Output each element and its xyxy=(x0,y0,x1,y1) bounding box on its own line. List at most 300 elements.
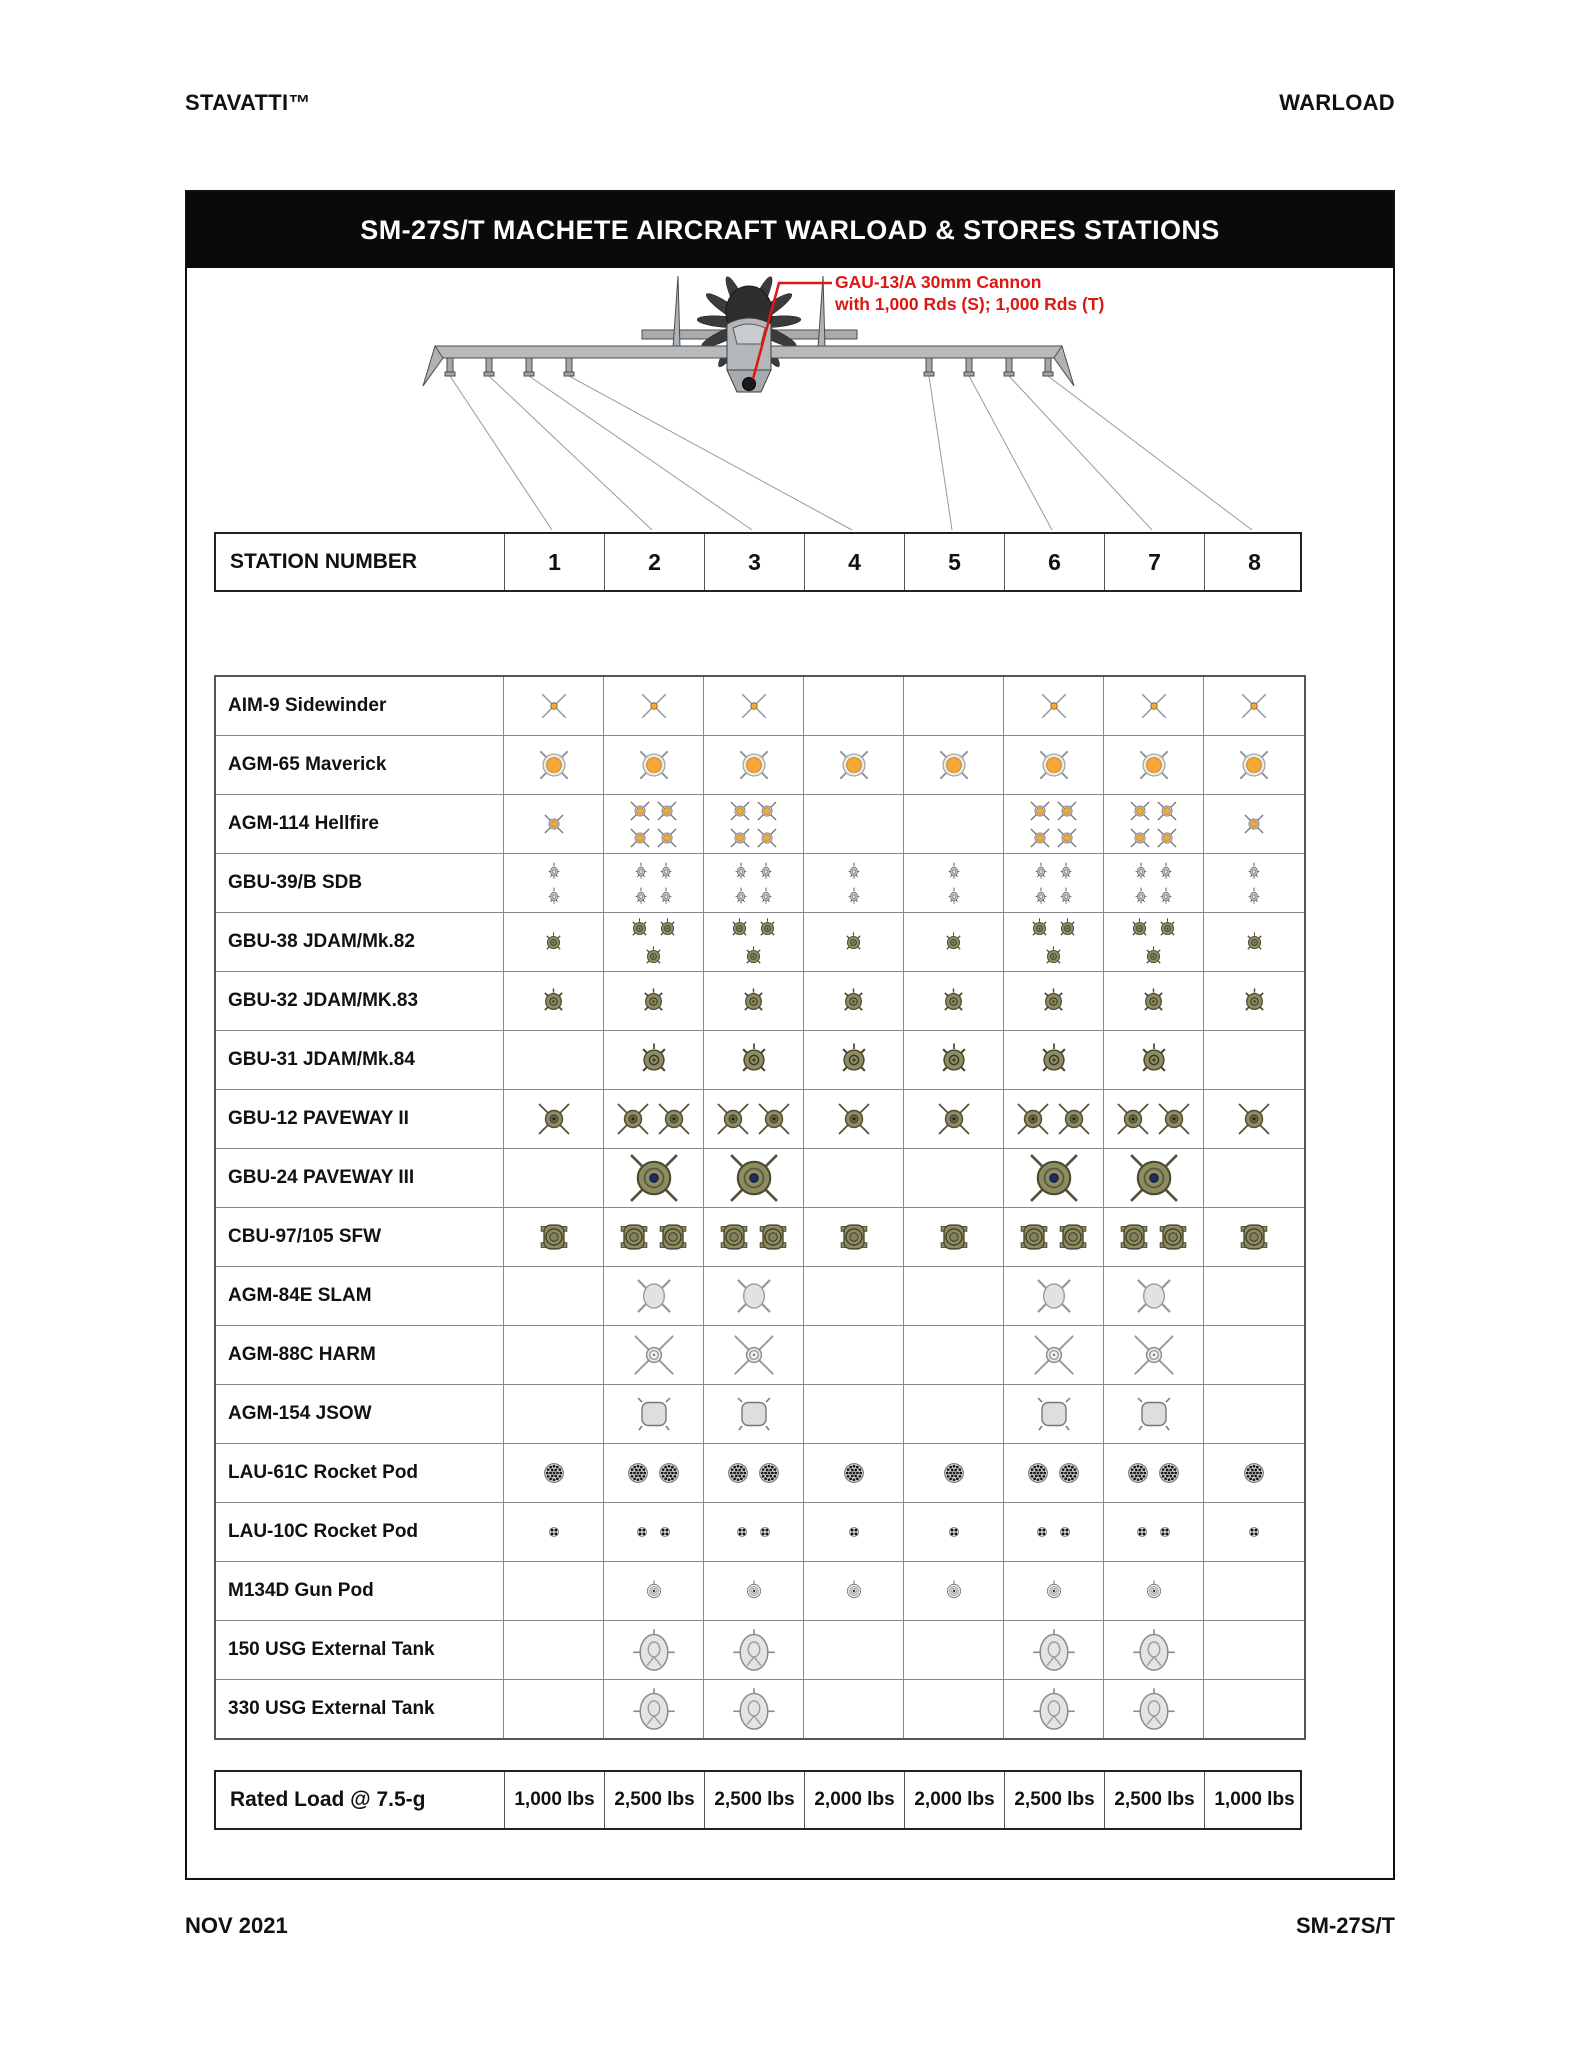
hellfire-icon xyxy=(1127,825,1153,851)
station-cell xyxy=(1004,1208,1104,1266)
store-icon-cluster xyxy=(1113,1099,1194,1139)
document-footer-date: NOV 2021 xyxy=(185,1913,288,1938)
lau61-icon xyxy=(1154,1458,1184,1488)
station-cell xyxy=(604,1503,704,1561)
station-cell xyxy=(504,736,604,794)
station-cell xyxy=(504,1621,604,1679)
weapon-row-label: LAU-61C Rocket Pod xyxy=(216,1444,504,1502)
tank-icon xyxy=(1131,1686,1177,1732)
right-vertical-fin xyxy=(818,276,825,348)
station-cell xyxy=(504,1444,604,1502)
store-icon-cluster xyxy=(834,1099,874,1139)
slam-icon xyxy=(731,1273,777,1319)
aim9-icon xyxy=(536,688,572,724)
agm65-icon xyxy=(1133,744,1175,786)
store-icon-cluster xyxy=(1241,811,1267,837)
lau61-icon xyxy=(1123,1458,1153,1488)
station-cell xyxy=(604,677,704,735)
store-icon-cluster xyxy=(713,1099,794,1139)
panel-title: SM-27S/T MACHETE AIRCRAFT WARLOAD & STORES STATIONS xyxy=(187,192,1393,268)
harm-icon xyxy=(730,1331,778,1379)
store-icon-cluster xyxy=(734,1394,774,1434)
station-cell xyxy=(1104,913,1204,971)
station-cell xyxy=(704,736,804,794)
jdam-icon xyxy=(536,984,571,1019)
store-icon-cluster xyxy=(629,859,679,908)
paveway2-icon xyxy=(1054,1099,1094,1139)
sdb-icon xyxy=(842,859,866,883)
store-icon-cluster xyxy=(1136,984,1171,1019)
station-cell xyxy=(904,1444,1004,1502)
store-icon-cluster xyxy=(736,984,771,1019)
store-icon-cluster xyxy=(832,1038,876,1082)
jdam-icon xyxy=(940,929,967,956)
station-cell xyxy=(1004,1326,1104,1384)
store-icon-cluster xyxy=(1126,915,1182,970)
cannon-callout xyxy=(835,271,1104,315)
sdb-icon xyxy=(1242,884,1266,908)
station-cell xyxy=(604,854,704,912)
store-icon-cluster xyxy=(940,1577,968,1605)
station-cell xyxy=(1204,1031,1304,1089)
station-cell xyxy=(1204,795,1304,853)
station-cell xyxy=(904,1031,1004,1089)
store-icon-cluster xyxy=(936,984,971,1019)
store-icon-cluster xyxy=(1123,1458,1184,1488)
station-cell xyxy=(1204,1562,1304,1620)
station-cell xyxy=(704,913,804,971)
store-icon-cluster xyxy=(932,1038,976,1082)
weapon-row xyxy=(216,1030,1304,1089)
station-cell xyxy=(604,913,704,971)
rated-load-table xyxy=(214,1770,1302,1830)
tank-icon xyxy=(1131,1627,1177,1673)
station-cell xyxy=(804,1503,904,1561)
slam-icon xyxy=(1131,1273,1177,1319)
sdb-icon xyxy=(1029,884,1053,908)
store-icon-cluster xyxy=(840,929,867,956)
store-icon-cluster xyxy=(1129,859,1179,908)
station-cell xyxy=(1104,972,1204,1030)
cbu-icon xyxy=(1054,1218,1092,1256)
store-icon-cluster xyxy=(1234,1099,1274,1139)
station-cell xyxy=(504,972,604,1030)
station-cell xyxy=(704,1621,804,1679)
station-number: 7 xyxy=(1104,534,1204,590)
weapon-row-label: 150 USG External Tank xyxy=(216,1621,504,1679)
weapon-row xyxy=(216,735,1304,794)
store-icon-cluster xyxy=(1031,1627,1077,1673)
station-cell xyxy=(504,1031,604,1089)
store-icon-cluster xyxy=(1040,1577,1068,1605)
weapon-row xyxy=(216,1089,1304,1148)
station-cell xyxy=(1204,1149,1304,1207)
station-cell xyxy=(804,1090,904,1148)
station-cell xyxy=(904,736,1004,794)
station-cell xyxy=(1004,1385,1104,1443)
station-number-label: STATION NUMBER xyxy=(230,550,418,573)
cbu-icon xyxy=(935,1218,973,1256)
station-cell xyxy=(904,854,1004,912)
sdb-icon xyxy=(654,884,678,908)
store-icon-cluster xyxy=(1034,1394,1074,1434)
weapon-row xyxy=(216,794,1304,853)
station-cell xyxy=(704,972,804,1030)
aim9-icon xyxy=(1036,688,1072,724)
station-cell xyxy=(1004,1562,1104,1620)
station-cell xyxy=(904,1621,1004,1679)
store-icon-cluster xyxy=(1136,688,1172,724)
slam-icon xyxy=(631,1273,677,1319)
store-icon-cluster xyxy=(540,929,567,956)
store-icon-cluster xyxy=(1140,1577,1168,1605)
cbu-icon xyxy=(835,1218,873,1256)
rated-load-label: Rated Load @ 7.5-g xyxy=(230,1788,426,1811)
station-cell xyxy=(504,795,604,853)
station-cell xyxy=(604,1621,704,1679)
sdb-icon xyxy=(1054,884,1078,908)
store-icon-cluster xyxy=(1027,798,1081,851)
store-icon-cluster xyxy=(731,1521,776,1543)
jdam-icon xyxy=(636,984,671,1019)
agm65-icon xyxy=(1033,744,1075,786)
jdam-icon xyxy=(540,929,567,956)
sdb-icon xyxy=(842,884,866,908)
paveway2-icon xyxy=(654,1099,694,1139)
jdam-icon xyxy=(1237,984,1272,1019)
station-cell xyxy=(1104,1267,1204,1325)
station-cell xyxy=(704,1031,804,1089)
paveway2-icon xyxy=(834,1099,874,1139)
store-icon-cluster xyxy=(636,984,671,1019)
station-cell xyxy=(704,854,804,912)
lau61-icon xyxy=(754,1458,784,1488)
station-cell xyxy=(704,1326,804,1384)
station-cell xyxy=(1004,1090,1104,1148)
sdb-icon xyxy=(629,859,653,883)
paveway2-icon xyxy=(713,1099,753,1139)
paveway2-icon xyxy=(1154,1099,1194,1139)
store-icon-cluster xyxy=(536,688,572,724)
store-icon-cluster xyxy=(835,1218,873,1256)
store-icon-cluster xyxy=(627,798,681,851)
agm65-icon xyxy=(833,744,875,786)
agm65-icon xyxy=(933,744,975,786)
sdb-icon xyxy=(1154,859,1178,883)
lau10-icon xyxy=(843,1521,865,1543)
paveway2-icon xyxy=(534,1099,574,1139)
station-cell xyxy=(1204,1503,1304,1561)
store-icon-cluster xyxy=(1027,1151,1081,1205)
cbu-icon xyxy=(754,1218,792,1256)
rated-load-value: 2,500 lbs xyxy=(1004,1772,1104,1828)
station-cell xyxy=(904,972,1004,1030)
station-cell xyxy=(604,795,704,853)
station-cell xyxy=(904,1267,1004,1325)
hellfire-icon xyxy=(754,825,780,851)
weapon-row-label: AGM-154 JSOW xyxy=(216,1385,504,1443)
jdam-icon xyxy=(840,929,867,956)
sdb-icon xyxy=(542,859,566,883)
m134-icon xyxy=(640,1577,668,1605)
jdam-icon xyxy=(1140,943,1167,970)
jdam-icon xyxy=(836,984,871,1019)
station-cell xyxy=(604,1444,704,1502)
station-cell xyxy=(504,1680,604,1738)
store-icon-cluster xyxy=(1030,1331,1078,1379)
hellfire-icon xyxy=(1027,825,1053,851)
aircraft-front-view-illustration xyxy=(187,268,1393,532)
store-icon-cluster xyxy=(630,1331,678,1379)
station-cell xyxy=(1104,1149,1204,1207)
store-icon-cluster xyxy=(715,1218,792,1256)
station-cell xyxy=(1104,1090,1204,1148)
weapon-row-label: GBU-24 PAVEWAY III xyxy=(216,1149,504,1207)
store-icon-cluster xyxy=(640,1577,668,1605)
store-icon-cluster xyxy=(1031,1273,1077,1319)
cbu-icon xyxy=(1154,1218,1192,1256)
station-cell xyxy=(704,795,804,853)
station-cell xyxy=(1104,677,1204,735)
store-icon-cluster xyxy=(542,859,566,908)
aim9-icon xyxy=(636,688,672,724)
station-cell xyxy=(1204,1621,1304,1679)
station-cell xyxy=(1204,854,1304,912)
station-number: 4 xyxy=(804,534,904,590)
jdam-icon xyxy=(1040,943,1067,970)
lau10-icon xyxy=(1131,1521,1153,1543)
station-cell xyxy=(1004,1680,1104,1738)
station-cell xyxy=(1104,1562,1204,1620)
lau10-icon xyxy=(631,1521,653,1543)
lau61-icon xyxy=(623,1458,653,1488)
store-icon-cluster xyxy=(733,744,775,786)
station-cell xyxy=(1204,1090,1304,1148)
station-cell xyxy=(804,854,904,912)
hellfire-icon xyxy=(754,798,780,824)
store-icon-cluster xyxy=(1029,859,1079,908)
station-cell xyxy=(804,972,904,1030)
station-cell xyxy=(1104,795,1204,853)
station-cell xyxy=(1104,1326,1204,1384)
rated-load-value: 2,500 lbs xyxy=(1104,1772,1204,1828)
station-cell xyxy=(704,1503,804,1561)
station-cell xyxy=(604,1031,704,1089)
hellfire-icon xyxy=(654,798,680,824)
lau61-icon xyxy=(539,1458,569,1488)
station-cell xyxy=(904,1208,1004,1266)
jsow-icon xyxy=(1034,1394,1074,1434)
hellfire-icon xyxy=(1027,798,1053,824)
station-cell xyxy=(904,677,1004,735)
sdb-icon xyxy=(942,884,966,908)
station-cell xyxy=(604,736,704,794)
weapon-row-label: AGM-88C HARM xyxy=(216,1326,504,1384)
station-cell xyxy=(904,1149,1004,1207)
jdam-icon xyxy=(1036,984,1071,1019)
warload-panel xyxy=(185,190,1395,1880)
station-cell xyxy=(504,1326,604,1384)
station-cell xyxy=(704,1444,804,1502)
cbu-icon xyxy=(715,1218,753,1256)
rated-load-value: 2,000 lbs xyxy=(804,1772,904,1828)
store-icon-cluster xyxy=(736,688,772,724)
aircraft-figure xyxy=(187,268,1393,532)
store-icon-cluster xyxy=(1134,1394,1174,1434)
cbu-icon xyxy=(1235,1218,1273,1256)
cbu-icon xyxy=(1015,1218,1053,1256)
store-icon-cluster xyxy=(631,1521,676,1543)
store-icon-cluster xyxy=(535,1218,573,1256)
station-cell xyxy=(804,677,904,735)
weapon-row-label: AGM-84E SLAM xyxy=(216,1267,504,1325)
document-header-brand: STAVATTI™ xyxy=(185,90,311,115)
station-cell xyxy=(504,1267,604,1325)
store-icon-cluster xyxy=(623,1458,684,1488)
lau10-icon xyxy=(1054,1521,1076,1543)
weapon-row xyxy=(216,1207,1304,1266)
store-icon-cluster xyxy=(1036,688,1072,724)
jsow-icon xyxy=(1134,1394,1174,1434)
store-icon-cluster xyxy=(942,859,966,908)
weapon-row xyxy=(216,677,1304,735)
store-icon-cluster xyxy=(534,1099,574,1139)
tank-icon xyxy=(731,1627,777,1673)
jdam-icon xyxy=(654,915,681,942)
store-icon-cluster xyxy=(833,744,875,786)
weapon-row-label: LAU-10C Rocket Pod xyxy=(216,1503,504,1561)
harm-icon xyxy=(1130,1331,1178,1379)
station-cell xyxy=(604,972,704,1030)
station-cell xyxy=(1004,1503,1104,1561)
jdam-icon xyxy=(1026,915,1053,942)
station-cell xyxy=(504,913,604,971)
station-cell xyxy=(704,1385,804,1443)
jdam-icon xyxy=(1132,1038,1176,1082)
lau61-icon xyxy=(1239,1458,1269,1488)
store-icon-cluster xyxy=(726,915,782,970)
weapon-row xyxy=(216,1620,1304,1679)
m134-icon xyxy=(740,1577,768,1605)
station-cell xyxy=(504,854,604,912)
store-icon-cluster xyxy=(1015,1218,1092,1256)
store-icon-cluster xyxy=(1032,1038,1076,1082)
station-cell xyxy=(804,1680,904,1738)
sdb-icon xyxy=(1029,859,1053,883)
paveway2-icon xyxy=(1013,1099,1053,1139)
lau10-icon xyxy=(731,1521,753,1543)
cannon-muzzle-icon xyxy=(743,378,756,391)
lau10-icon xyxy=(1154,1521,1176,1543)
store-icon-cluster xyxy=(731,1273,777,1319)
store-icon-cluster xyxy=(631,1627,677,1673)
store-icon-cluster xyxy=(840,1577,868,1605)
station-cell xyxy=(1104,1680,1204,1738)
hellfire-icon xyxy=(627,825,653,851)
store-icon-cluster xyxy=(543,1521,565,1543)
station-cell xyxy=(504,1149,604,1207)
weapon-row-label: GBU-32 JDAM/MK.83 xyxy=(216,972,504,1030)
lau61-icon xyxy=(723,1458,753,1488)
store-icon-cluster xyxy=(731,1627,777,1673)
jdam-icon xyxy=(1154,915,1181,942)
station-cell xyxy=(1104,1385,1204,1443)
sdb-icon xyxy=(629,884,653,908)
station-cell xyxy=(804,1385,904,1443)
store-icon-cluster xyxy=(627,1151,681,1205)
store-icon-cluster xyxy=(1237,984,1272,1019)
sdb-icon xyxy=(729,859,753,883)
sdb-icon xyxy=(754,859,778,883)
lau10-icon xyxy=(543,1521,565,1543)
sdb-icon xyxy=(542,884,566,908)
lau61-icon xyxy=(654,1458,684,1488)
jdam-icon xyxy=(932,1038,976,1082)
store-icon-cluster xyxy=(839,1458,869,1488)
station-cell xyxy=(1004,1444,1104,1502)
store-icon-cluster xyxy=(1036,984,1071,1019)
hellfire-icon xyxy=(727,825,753,851)
document-footer-model: SM-27S/T xyxy=(1295,1913,1395,1938)
weapon-row xyxy=(216,1679,1304,1738)
station-cell xyxy=(1004,1267,1104,1325)
store-icon-cluster xyxy=(727,1151,781,1205)
rated-load-value: 1,000 lbs xyxy=(504,1772,604,1828)
jdam-icon xyxy=(1054,915,1081,942)
weapon-row-label: GBU-38 JDAM/Mk.82 xyxy=(216,913,504,971)
station-cell xyxy=(704,1562,804,1620)
store-icon-cluster xyxy=(1131,1521,1176,1543)
station-cell xyxy=(1204,736,1304,794)
store-icon-cluster xyxy=(634,1394,674,1434)
weapon-row xyxy=(216,1561,1304,1620)
station-cell xyxy=(1004,913,1104,971)
weapon-row xyxy=(216,971,1304,1030)
sdb-icon xyxy=(1054,859,1078,883)
jdam-icon xyxy=(754,915,781,942)
station-number: 8 xyxy=(1204,534,1304,590)
station-cell xyxy=(804,913,904,971)
station-cell xyxy=(504,1503,604,1561)
station-cell xyxy=(804,1208,904,1266)
station-cell xyxy=(904,913,1004,971)
jdam-icon xyxy=(632,1038,676,1082)
store-icon-cluster xyxy=(740,1577,768,1605)
weapon-row xyxy=(216,853,1304,912)
weapon-row-label: 330 USG External Tank xyxy=(216,1680,504,1738)
station-cell xyxy=(904,1562,1004,1620)
store-icon-cluster xyxy=(626,915,682,970)
station-cell xyxy=(604,1680,704,1738)
agm65-icon xyxy=(633,744,675,786)
station-cell xyxy=(904,1385,1004,1443)
store-icon-cluster xyxy=(939,1458,969,1488)
tank-icon xyxy=(631,1686,677,1732)
store-icon-cluster xyxy=(731,1686,777,1732)
station-cell xyxy=(1004,854,1104,912)
station-cell xyxy=(1104,1208,1204,1266)
station-cell xyxy=(804,1267,904,1325)
station-cell xyxy=(904,1503,1004,1561)
store-icon-cluster xyxy=(1023,1458,1084,1488)
station-cell xyxy=(904,1326,1004,1384)
hellfire-icon xyxy=(1154,825,1180,851)
weapon-row xyxy=(216,1443,1304,1502)
m134-icon xyxy=(940,1577,968,1605)
paveway3-icon xyxy=(727,1151,781,1205)
store-icon-cluster xyxy=(1031,1521,1076,1543)
jsow-icon xyxy=(634,1394,674,1434)
